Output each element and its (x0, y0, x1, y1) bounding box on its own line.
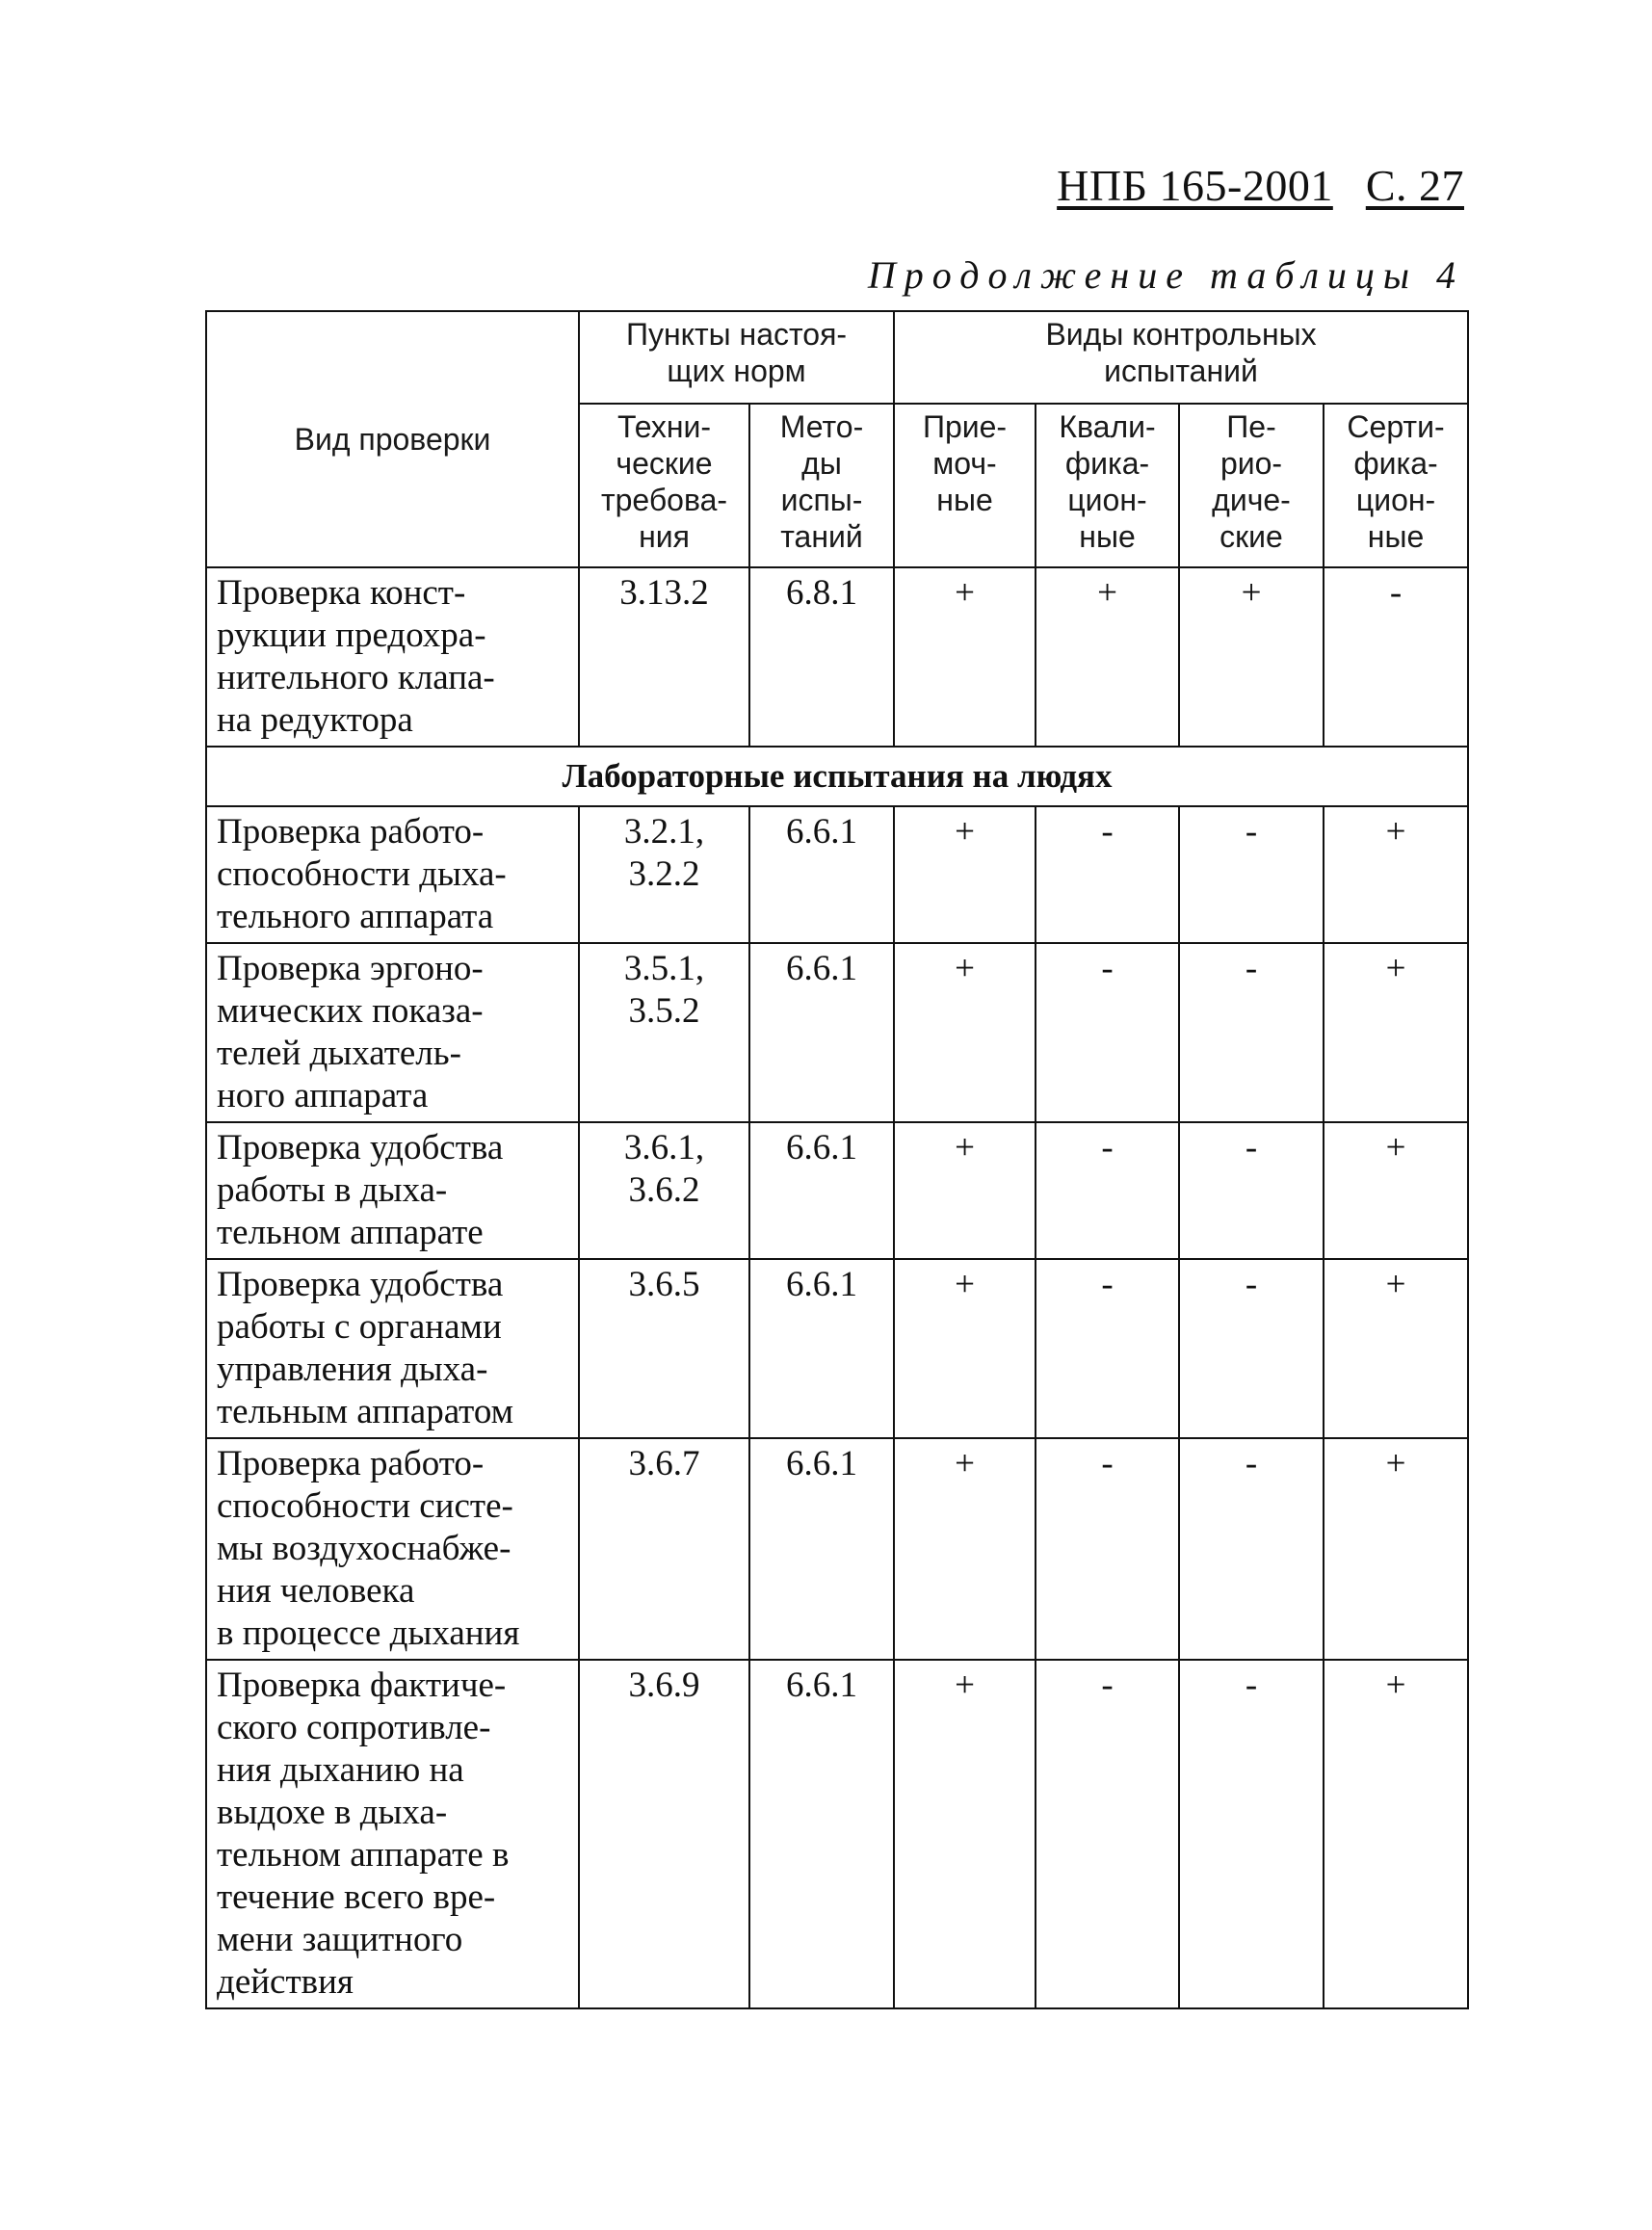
table-row (206, 1660, 1468, 2008)
page-header (1040, 160, 1464, 211)
certification-mark: + (1324, 943, 1468, 1122)
periodic-mark: + (1179, 567, 1324, 747)
acceptance-mark: + (894, 1438, 1036, 1660)
certification-mark: + (1324, 806, 1468, 943)
periodic-mark: - (1179, 1438, 1324, 1660)
acceptance-mark: + (894, 1660, 1036, 2008)
row-label: Проверка удобства работы в дыха- тельном аппарате (206, 1122, 579, 1259)
header-row-1 (206, 311, 1468, 404)
col-header-qualification: Квали- фика- цион- ные (1036, 404, 1179, 567)
document-number: НПБ 165-2001 (1057, 161, 1333, 210)
test-method-value: 6.8.1 (749, 567, 894, 747)
col-header-acceptance: Прие- моч- ные (894, 404, 1036, 567)
tech-req-value: 3.6.1, 3.6.2 (579, 1122, 749, 1259)
section-row (206, 747, 1468, 806)
row-label: Проверка работо- способности дыха- тельного аппарата (206, 806, 579, 943)
table-continuation-caption: Продолжение таблицы 4 (867, 253, 1464, 297)
periodic-mark: - (1179, 1259, 1324, 1438)
certification-mark: - (1324, 567, 1468, 747)
test-method-value: 6.6.1 (749, 1122, 894, 1259)
acceptance-mark: + (894, 567, 1036, 747)
table-row (206, 567, 1468, 747)
certification-mark: + (1324, 1259, 1468, 1438)
section-title: Лабораторные испытания на людях (206, 747, 1468, 806)
col-header-certification: Серти- фика- цион- ные (1324, 404, 1468, 567)
qualification-mark: - (1036, 1438, 1179, 1660)
row-label: Проверка эргоно- мических показа- телей дыхатель- ного аппарата (206, 943, 579, 1122)
col-header-test-methods: Мето- ды испы- таний (749, 404, 894, 567)
certification-mark: + (1324, 1660, 1468, 2008)
col-header-periodic: Пе- рио- диче- ские (1179, 404, 1324, 567)
table-row (206, 806, 1468, 943)
test-method-value: 6.6.1 (749, 943, 894, 1122)
tech-req-value: 3.6.7 (579, 1438, 749, 1660)
test-method-value: 6.6.1 (749, 1259, 894, 1438)
qualification-mark: - (1036, 1259, 1179, 1438)
periodic-mark: - (1179, 1660, 1324, 2008)
acceptance-mark: + (894, 1122, 1036, 1259)
periodic-mark: - (1179, 806, 1324, 943)
qualification-mark: + (1036, 567, 1179, 747)
acceptance-mark: + (894, 943, 1036, 1122)
table-row (206, 1438, 1468, 1660)
col-header-tech-req: Техни- ческие требова- ния (579, 404, 749, 567)
qualification-mark: - (1036, 1660, 1179, 2008)
col-header-control-types: Виды контрольных испытаний (894, 311, 1468, 404)
tech-req-value: 3.5.1, 3.5.2 (579, 943, 749, 1122)
page-number: С. 27 (1365, 161, 1464, 210)
tech-req-value: 3.6.9 (579, 1660, 749, 2008)
acceptance-mark: + (894, 806, 1036, 943)
table-row (206, 1259, 1468, 1438)
certification-mark: + (1324, 1122, 1468, 1259)
acceptance-mark: + (894, 1259, 1036, 1438)
test-method-value: 6.6.1 (749, 1438, 894, 1660)
row-label: Проверка фактиче- ского сопротивле- ния дыханию на выдохе в дыха- тельном аппарате в течение всего вре- мени защитного действия (206, 1660, 579, 2008)
table-row (206, 1122, 1468, 1259)
table-row (206, 943, 1468, 1122)
tech-req-value: 3.6.5 (579, 1259, 749, 1438)
tech-req-value: 3.2.1, 3.2.2 (579, 806, 749, 943)
periodic-mark: - (1179, 943, 1324, 1122)
qualification-mark: - (1036, 1122, 1179, 1259)
row-label: Проверка удобства работы с органами управления дыха- тельным аппаратом (206, 1259, 579, 1438)
row-label: Проверка конст- рукции предохра- нительного клапа- на редуктора (206, 567, 579, 747)
qualification-mark: - (1036, 943, 1179, 1122)
control-tests-table (205, 310, 1469, 2009)
col-header-check-type: Вид проверки (206, 311, 579, 567)
qualification-mark: - (1036, 806, 1179, 943)
col-header-norm-points: Пункты настоя- щих норм (579, 311, 894, 404)
test-method-value: 6.6.1 (749, 1660, 894, 2008)
periodic-mark: - (1179, 1122, 1324, 1259)
test-method-value: 6.6.1 (749, 806, 894, 943)
row-label: Проверка работо- способности систе- мы воздухоснабже- ния человека в процессе дыхания (206, 1438, 579, 1660)
certification-mark: + (1324, 1438, 1468, 1660)
tech-req-value: 3.13.2 (579, 567, 749, 747)
